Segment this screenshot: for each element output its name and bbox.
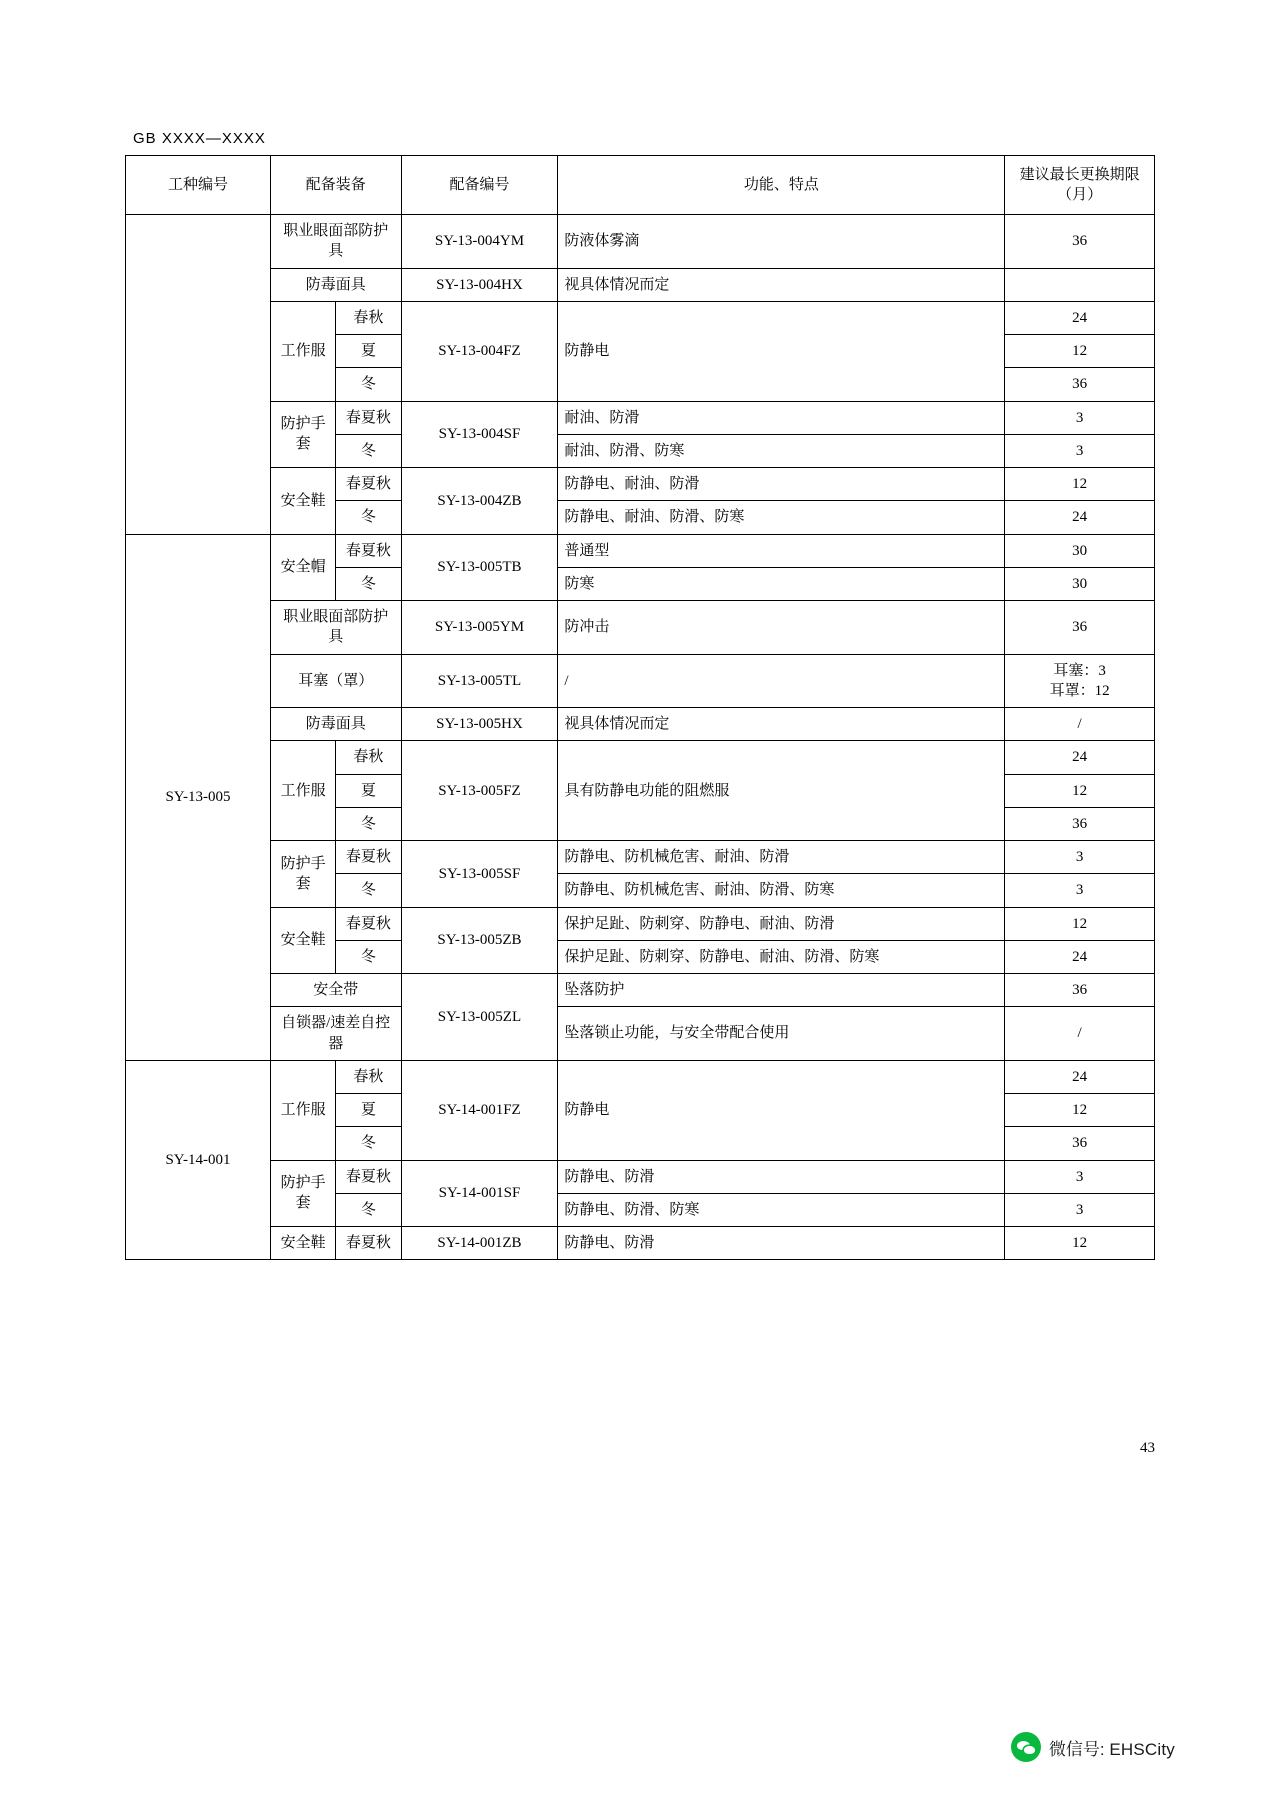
- cell-equipment-code: SY-13-004YM: [401, 215, 558, 269]
- cell-function: 普通型: [558, 534, 1005, 567]
- cell-season: 冬: [336, 807, 401, 840]
- cell-equipment: 自锁器/速差自控器: [270, 1007, 401, 1061]
- page-number: 43: [1140, 1440, 1155, 1456]
- cell-season: 春夏秋: [336, 401, 401, 434]
- cell-function: 保护足趾、防刺穿、防静电、耐油、防滑: [558, 907, 1005, 940]
- cell-equipment: 职业眼面部防护具: [270, 215, 401, 269]
- ppe-allocation-table: [125, 155, 1155, 1260]
- cell-equipment-code: SY-13-004FZ: [401, 301, 558, 401]
- wechat-brand: EHSCity: [1109, 1739, 1175, 1759]
- cell-equipment-code: SY-14-001ZB: [401, 1227, 558, 1260]
- wechat-icon: [1011, 1732, 1041, 1762]
- cell-replacement-period: 36: [1005, 601, 1155, 655]
- cell-function: 防静电: [558, 1060, 1005, 1160]
- cell-equipment-code: SY-13-005FZ: [401, 741, 558, 841]
- cell-equipment-code: SY-13-005TB: [401, 534, 558, 601]
- cell-function: 耐油、防滑: [558, 401, 1005, 434]
- cell-replacement-period: 36: [1005, 1127, 1155, 1160]
- cell-replacement-period: 36: [1005, 368, 1155, 401]
- table-row: [126, 215, 1155, 269]
- cell-replacement-period: 12: [1005, 335, 1155, 368]
- cell-function: 防静电、防滑: [558, 1227, 1005, 1260]
- cell-function: 耐油、防滑、防寒: [558, 434, 1005, 467]
- cell-season: 冬: [336, 501, 401, 534]
- cell-function: 防静电、防机械危害、耐油、防滑、防寒: [558, 874, 1005, 907]
- cell-function: 保护足趾、防刺穿、防静电、耐油、防滑、防寒: [558, 940, 1005, 973]
- cell-equipment: 工作服: [270, 741, 335, 841]
- cell-replacement-period: 12: [1005, 468, 1155, 501]
- cell-function: 防液体雾滴: [558, 215, 1005, 269]
- cell-job-code: [126, 215, 271, 535]
- cell-equipment-code: SY-13-005SF: [401, 841, 558, 908]
- column-header-function: 功能、特点: [558, 156, 1005, 215]
- cell-equipment-code: SY-13-005YM: [401, 601, 558, 655]
- cell-equipment-code: SY-14-001SF: [401, 1160, 558, 1227]
- table-row: [126, 468, 1155, 501]
- cell-season: 冬: [336, 368, 401, 401]
- cell-replacement-period: [1005, 268, 1155, 301]
- cell-function: 视具体情况而定: [558, 708, 1005, 741]
- cell-replacement-period: 24: [1005, 741, 1155, 774]
- cell-equipment: 安全鞋: [270, 907, 335, 974]
- cell-equipment: 防护手套: [270, 401, 335, 468]
- cell-equipment-code: SY-13-005ZL: [401, 974, 558, 1061]
- column-header-code: 工种编号: [126, 156, 271, 215]
- table-row: [126, 1060, 1155, 1093]
- table-row: [126, 601, 1155, 655]
- cell-season: 夏: [336, 1094, 401, 1127]
- cell-replacement-period: 36: [1005, 974, 1155, 1007]
- cell-replacement-period: 30: [1005, 567, 1155, 600]
- standard-header: GB XXXX—XXXX: [133, 130, 266, 147]
- column-header-equip-code: 配备编号: [401, 156, 558, 215]
- table-row: [126, 841, 1155, 874]
- cell-replacement-period: 24: [1005, 940, 1155, 973]
- table-row: [126, 741, 1155, 774]
- wechat-footer-text: [1049, 1735, 1175, 1760]
- cell-equipment: 安全鞋: [270, 468, 335, 535]
- cell-season: 春秋: [336, 301, 401, 334]
- cell-equipment: 防毒面具: [270, 708, 401, 741]
- cell-replacement-period: 3: [1005, 874, 1155, 907]
- cell-season: 春夏秋: [336, 468, 401, 501]
- cell-replacement-period: /: [1005, 708, 1155, 741]
- table-row: [126, 268, 1155, 301]
- cell-function: 防静电、防机械危害、耐油、防滑: [558, 841, 1005, 874]
- cell-season: 冬: [336, 567, 401, 600]
- cell-replacement-period: 3: [1005, 434, 1155, 467]
- cell-replacement-period: 36: [1005, 215, 1155, 269]
- cell-season: 冬: [336, 940, 401, 973]
- cell-equipment: 安全带: [270, 974, 401, 1007]
- cell-function: /: [558, 654, 1005, 708]
- table-row: [126, 907, 1155, 940]
- cell-replacement-period: 24: [1005, 1060, 1155, 1093]
- cell-function: 防静电、防滑: [558, 1160, 1005, 1193]
- table-row: [126, 654, 1155, 708]
- table-row: [126, 1227, 1155, 1260]
- cell-replacement-period: 24: [1005, 301, 1155, 334]
- cell-equipment: 防护手套: [270, 841, 335, 908]
- cell-replacement-period: 36: [1005, 807, 1155, 840]
- cell-function: 坠落锁止功能，与安全带配合使用: [558, 1007, 1005, 1061]
- cell-replacement-period: 3: [1005, 401, 1155, 434]
- cell-replacement-period: 3: [1005, 841, 1155, 874]
- cell-equipment-code: SY-13-004HX: [401, 268, 558, 301]
- cell-replacement-period: 12: [1005, 1227, 1155, 1260]
- cell-replacement-period: 30: [1005, 534, 1155, 567]
- table-row: [126, 1160, 1155, 1193]
- cell-equipment: 安全鞋: [270, 1227, 335, 1260]
- cell-equipment-code: SY-14-001FZ: [401, 1060, 558, 1160]
- cell-equipment: 安全帽: [270, 534, 335, 601]
- cell-function: 防寒: [558, 567, 1005, 600]
- cell-season: 夏: [336, 774, 401, 807]
- cell-season: 春夏秋: [336, 1227, 401, 1260]
- cell-season: 春夏秋: [336, 907, 401, 940]
- cell-season: 冬: [336, 1193, 401, 1226]
- cell-replacement-period: 12: [1005, 907, 1155, 940]
- cell-equipment-code: SY-13-005TL: [401, 654, 558, 708]
- cell-equipment-code: SY-13-005ZB: [401, 907, 558, 974]
- table-row: [126, 401, 1155, 434]
- cell-function: 坠落防护: [558, 974, 1005, 1007]
- cell-season: 冬: [336, 1127, 401, 1160]
- cell-replacement-period: 耳塞：3 耳罩：12: [1005, 654, 1155, 708]
- table-row: [126, 974, 1155, 1007]
- cell-replacement-period: 24: [1005, 501, 1155, 534]
- cell-season: 春夏秋: [336, 841, 401, 874]
- cell-job-code: SY-14-001: [126, 1060, 271, 1260]
- cell-equipment: 工作服: [270, 301, 335, 401]
- cell-replacement-period: 12: [1005, 774, 1155, 807]
- cell-equipment: 耳塞（罩）: [270, 654, 401, 708]
- cell-equipment: 工作服: [270, 1060, 335, 1160]
- cell-function: 防冲击: [558, 601, 1005, 655]
- cell-season: 春秋: [336, 1060, 401, 1093]
- cell-function: 防静电、防滑、防寒: [558, 1193, 1005, 1226]
- column-header-equipment: 配备装备: [270, 156, 401, 215]
- cell-replacement-period: 3: [1005, 1160, 1155, 1193]
- wechat-label: 微信号:: [1048, 1739, 1105, 1759]
- cell-season: 春夏秋: [336, 534, 401, 567]
- column-header-period: 建议最长更换期限（月）: [1005, 156, 1155, 215]
- cell-equipment-code: SY-13-005HX: [401, 708, 558, 741]
- cell-function: 防静电、耐油、防滑: [558, 468, 1005, 501]
- table-row: [126, 534, 1155, 567]
- cell-function: 防静电、耐油、防滑、防寒: [558, 501, 1005, 534]
- cell-function: 防静电: [558, 301, 1005, 401]
- cell-job-code: SY-13-005: [126, 534, 271, 1060]
- cell-season: 冬: [336, 874, 401, 907]
- cell-equipment: 防毒面具: [270, 268, 401, 301]
- cell-replacement-period: 12: [1005, 1094, 1155, 1127]
- cell-equipment: 防护手套: [270, 1160, 335, 1227]
- cell-replacement-period: 3: [1005, 1193, 1155, 1226]
- cell-season: 冬: [336, 434, 401, 467]
- cell-replacement-period: /: [1005, 1007, 1155, 1061]
- cell-equipment-code: SY-13-004ZB: [401, 468, 558, 535]
- table-body: [126, 215, 1155, 1260]
- wechat-footer-badge: [1011, 1732, 1175, 1762]
- cell-function: 具有防静电功能的阻燃服: [558, 741, 1005, 841]
- table-row: [126, 1007, 1155, 1061]
- cell-season: 春秋: [336, 741, 401, 774]
- cell-equipment: 职业眼面部防护具: [270, 601, 401, 655]
- table-header: [126, 156, 1155, 215]
- table-row: [126, 301, 1155, 334]
- cell-function: 视具体情况而定: [558, 268, 1005, 301]
- cell-equipment-code: SY-13-004SF: [401, 401, 558, 468]
- cell-season: 夏: [336, 335, 401, 368]
- table-row: [126, 708, 1155, 741]
- table-header-row: [126, 156, 1155, 215]
- cell-season: 春夏秋: [336, 1160, 401, 1193]
